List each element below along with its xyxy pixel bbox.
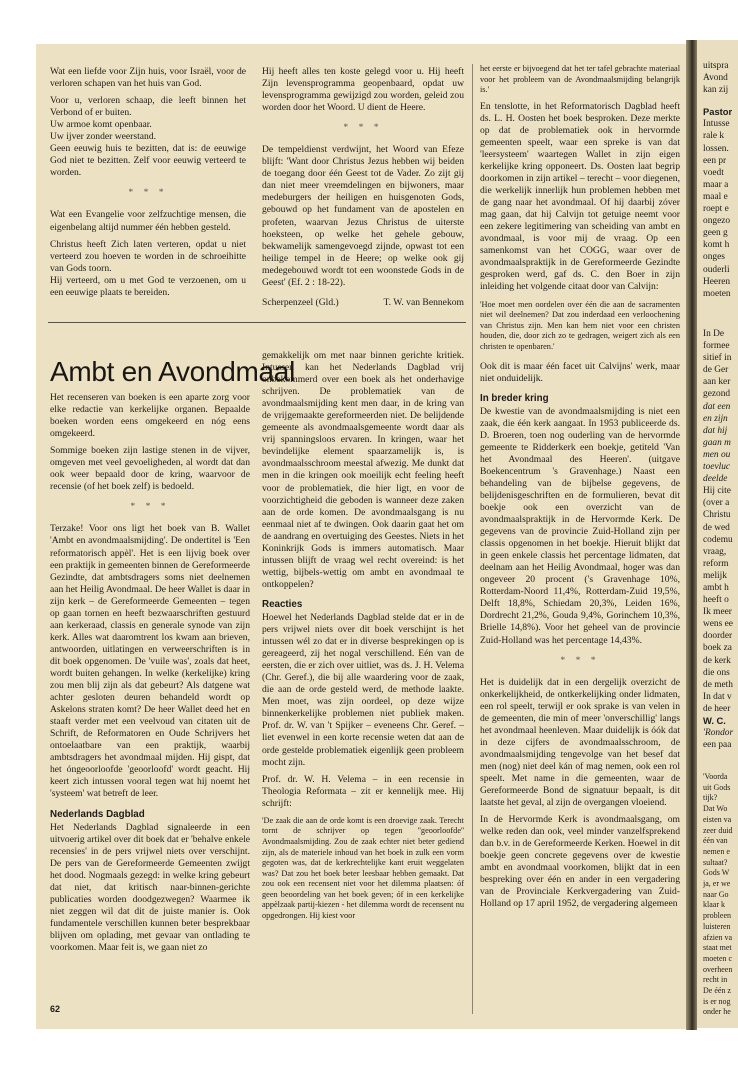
- article-title: Ambt en Avondmaal: [50, 356, 295, 387]
- cropped-heading: Pastor: [703, 106, 733, 118]
- cropped-line: ja, er we: [703, 879, 731, 889]
- signature-name: T. W. van Bennekom: [383, 296, 464, 308]
- cropped-line: (over a: [703, 498, 730, 509]
- right-page-text-bottom: [703, 772, 738, 1018]
- cropped-line: formee: [703, 341, 730, 352]
- top-paragraph: Wat een Evangelie voor zelfzuchtige mensen, die eigenbelang altijd nummer één hebben gesteld.: [50, 209, 246, 233]
- cropped-line: en zijn: [703, 413, 728, 424]
- cropped-line: gaan m: [703, 437, 731, 448]
- cropped-line: roept e: [703, 204, 729, 215]
- cropped-line: Gods W: [703, 868, 730, 878]
- cropped-line: dat hij: [703, 425, 728, 436]
- cropped-line: ouderli: [703, 264, 730, 275]
- cropped-line: deelde: [703, 474, 728, 485]
- cropped-line: maar a: [703, 179, 729, 190]
- top-paragraph: Geen eeuwig huis te bezitten, dat is: de eeuwige God niet te bezitten. Zelf voor eeuwig verteerd te worden.: [50, 143, 246, 179]
- cropped-line: klaar k: [703, 900, 725, 910]
- cropped-line: komt h: [703, 240, 730, 251]
- cropped-line: codemu: [703, 534, 733, 545]
- top-paragraph: Uw armoe komt openbaar.: [50, 119, 152, 131]
- cropped-line: ongezo: [703, 216, 731, 227]
- cropped-line: tijk?: [703, 793, 718, 803]
- cropped-line: Heeren: [703, 276, 731, 287]
- cropped-line: lossen.: [703, 143, 729, 154]
- article-paragraph: Sommige boeken zijn lastige stenen in de vijver, omgeven met veel gevoeligheden, al wordt dat dan ook weer bepaald door de kring, waarvoor de recensie (of het boek zelf) is bedoeld.: [50, 445, 250, 493]
- top-column-1: [50, 66, 246, 299]
- cropped-line: de wed: [703, 522, 730, 533]
- cropped-line: onges: [703, 252, 725, 263]
- cropped-line: In dat v: [703, 691, 732, 702]
- right-page-text-top: [703, 60, 738, 300]
- cropped-line: onder he: [703, 1007, 731, 1017]
- cropped-line: de meth: [703, 679, 733, 690]
- cropped-line: nemen e: [703, 846, 730, 856]
- subheading: Reacties: [262, 598, 303, 610]
- cropped-line: In De: [703, 329, 725, 339]
- cropped-line: Christu: [703, 510, 731, 521]
- article-paragraph: Hoewel het Nederlands Dagblad stelde dat er in de pers vrijwel niets over dit boek verschijnt is het intussen wél zo dat er in diverse besprekingen op is gereageerd, zij het nogal verschillend. Eén van de eersten, die er zich over uitliet, was ds. J. H. Velema (Chr. Geref.), die bij alle waardering voor de zaak, die aan de orde gesteld werd, de methode laakte. Men moet, was zijn oordeel, op deze wijze binnenkerkelijke problemen niet publiek maken. Prof. dr. W. van 't Spijker – eveneens Chr. Geref. – liet evenwel in een korte recensie weten dat aan de orde gestelde problematiek eigenlijk geen probleem mocht zijn.: [262, 611, 464, 768]
- cropped-line: Ik meer: [703, 607, 732, 618]
- top-paragraph: Hij verteerd, om u met God te verzoenen, om u een eeuwige plaats te bereiden.: [50, 274, 246, 298]
- cropped-line: De één z: [703, 986, 731, 996]
- cropped-line: probleen: [703, 911, 731, 921]
- right-page-text-middle: [703, 328, 738, 751]
- block-quote: 'De zaak die aan de orde komt is een droevige zaak. Terecht tornt de schrijver op tegen ''geoorloofde'' Avondmaalsmijding. Zou de zaak echter niet beter gediend zijn, als de materiele inhoud van het boek in zulk een vorm gegoten was, dat de kerkrechtelijke kant eruit weggelaten was? Dat zou het boek beter leesbaar hebben gemaakt. Dat zou ook een recensent niet voor het dilemma plaatsen: óf geen beoordeling van het boek geven; óf in een kerkelijke appèlzaak partij-kiezen - het dilemma wordt de recensent nu opgedrongen. Hij kiest voor: [262, 815, 464, 921]
- cropped-line: dat een: [703, 401, 731, 412]
- article-paragraph: gemakkelijk om met naar binnen gerichte kritiek. Intussen kan het Nederlands Dagblad vrij onbekommerd over een boek als het onderhavige schrijven. De problematiek van de avondmaalsmijding kent men daar, in de kring van de vrijgemaakte gereformeerden niet. De belijdende gemeente als avondmaalsgemeente wordt daar als vrij spanningsloos ervaren. In kringen, waar het bevindelijke element spaarzamelijk is, is avondmaalsschroom meestal afwezig. Me dunkt dat men in die kringen ook moeilijk echt feeling heeft voor de problematiek, die hier ligt, en voor de voorzichtigheid die geboden is wanneer deze zaken aan de orde komen. De avondmaalsgang is nu eenmaal niet af te dwingen. Ook daarin gaat het om de aandrang en overtuiging des Geestes. Niets in het Koninkrijk Gods is immers automatisch. Maar intussen blijft de vraag wel recht overeind: is het wettig, bijbels-wettig om ambt en avondmaal te ontkoppelen?: [262, 350, 464, 590]
- article-paragraph: De kwestie van de avondmaalsmijding is niet een zaak, die één kerk aangaat. In 1953 publiceerde ds. D. Broeren, toen nog ouderling van de hervormde gemeente te Ridderkerk een boekje, getiteld 'Van het Avondmaal des Heeren'. (uitgave Boekencentrum 's Gravenhage.) Naast een behandeling van de bijbelse gegevens, de belijdenisgeschriften en de formulieren, bevat dit boekje ook een overzicht van de avondmaalspraktijk in de Hervormde Kerk. De gegevens van de provincie Zuid-Holland zijn per classis opgenomen in het boekje. Hieruit blijkt dat in geen enkele classis het percentage lidmaten, dat deelnam aan het Heilig Avondmaal, hoger was dan ongeveer 20 procent ('s Gravenhage 10%, Rotterdam-Noord 11,4%, Rotterdam-Zuid 19,5%, Delft 18,8%, Schiedam 20,3%, Leiden 16%, Dordrecht 21,2%, Gouda 9,4%, Gorinchem 10,3%, Brielle 14,8%). Voor het geheel van de provincie Zuid-Holland was het percentage 14,43%.: [480, 405, 680, 646]
- cropped-line: wens ee: [703, 619, 733, 630]
- cropped-line: 'Voorda: [703, 772, 728, 781]
- cropped-line: de heer: [703, 703, 731, 714]
- cropped-line: Intusse: [703, 119, 730, 130]
- article-column-1: [50, 392, 250, 959]
- cropped-line: die ons: [703, 667, 730, 678]
- cropped-line: uitspra: [703, 61, 729, 71]
- top-paragraph: Voor u, verloren schaap, die leeft binnen het Verbond of er buiten.: [50, 95, 246, 119]
- cropped-line: overheen: [703, 964, 733, 974]
- cropped-line: toevluc: [703, 462, 731, 473]
- cropped-line: gezond: [703, 389, 731, 400]
- article-paragraph: In de Hervormde Kerk is avondmaalsgang, om welke reden dan ook, veel minder vanzelfsprekend dan b.v. in de Gereformeerde Kerken. Hoewel in dit boekje geen concrete gegevens over de kwestie ambt en avondmaal voorkomen, blijkt dat in een bespreking over één en ander in een vergadering van de Provinciale Kerkvergadering van Zuid-Holland op 17 april 1952, de vergadering algemeen: [480, 814, 680, 910]
- article-paragraph: Ook dit is maar één facet uit Calvijns' werk, maar niet onduidelijk.: [480, 360, 680, 384]
- article-paragraph: Terzake! Voor ons ligt het boek van B. Wallet 'Ambt en avondmaalsmijding'. De ondertitel is 'Een reformatorisch appèl'. Het is een lijvig boek over een praktijk in gemeenten binnen de Gereformeerde Gezindte, dat ambtsdragers soms niet deelnemen aan het Heilig Avondmaal. De heer Wallet is daar in zijn kerk – de Gereformeerde Gemeenten – tegen op gaan tornen en heeft bezwaarschriften gestuurd aan kerkeraad, classis en generale synode van zijn kerk. Alles wat daaromtrent los kwam aan brieven, antwoorden, uitlatingen en verweerschriften is in dit boek opgenomen. De 'vuile was', zoals dat heet, wordt buiten gehangen. In welke (kerkelijke) kring zou men blij zijn als dat gebeurt? Als datgene wat achter gesloten deuren behandeld wordt op Askelons straten komt? De heer Wallet deed het en staaft verder met een veelvoud van citaten uit de Schrift, de Reformatoren en Oude Schrijvers het ontoelaatbare van een praktijk, waarbij ambtsdragers het avondmaal mijden. Hij gispt, dat het óngeoorloofde 'geoorloofd' wordt geacht. Hij keert zich intussen vooral tegen wat hij noemt het 'systeem' wat betreft de leer.: [50, 523, 250, 800]
- cropped-line: een pr: [703, 155, 727, 166]
- cropped-line: sultaat?: [703, 857, 728, 867]
- subheading: In breder kring: [480, 392, 549, 404]
- cropped-line: sitief in: [703, 353, 732, 364]
- cropped-line: is er nog: [703, 996, 731, 1006]
- cropped-line: rale k: [703, 131, 725, 142]
- cropped-line: boek za: [703, 643, 732, 654]
- cropped-line: vraag,: [703, 546, 727, 557]
- cropped-line: één van: [703, 836, 728, 846]
- top-paragraph: De tempeldienst verdwijnt, het Woord van Efeze blijft: 'Want door Christus Jezus hebben wij beiden de toegang door één Geest tot de Vader. Zo zijt gij dan niet meer vreemdelingen en bijwoners, maar medeburgers der heiligen en huisgenoten Gods, gebouwd op het fundament van de apostelen en profeten, waarvan Jezus Christus de uiterste hoeksteen, op welke het gehele gebouw, bekwamelijk samengevoegd zijnde, opwast tot een heilige tempel in de Heere; op welke ook gij medegebouwd wordt tot een woonstede Gods in de Geest' (Ef. 2 : 18-22).: [262, 144, 464, 288]
- cropped-line: een paa: [703, 740, 732, 751]
- cropped-line: zeer duid: [703, 825, 733, 835]
- cropped-line: staat met: [703, 943, 732, 953]
- top-paragraph: Christus heeft Zich laten verteren, opdat u niet verteerd zou hoeven te worden in de schroeihitte van Gods toorn.: [50, 238, 246, 274]
- column-rule: [472, 64, 473, 1014]
- cropped-line: voedt: [703, 167, 724, 178]
- cropped-line: recht in: [703, 975, 728, 985]
- cropped-line: luisteren: [703, 921, 731, 931]
- book-binding: [686, 40, 697, 1030]
- article-column-3: [480, 64, 680, 916]
- article-paragraph: Het Nederlands Dagblad signaleerde in een uitvoerig artikel over dit boek dat er 'behalve enkele recensies' in de pers vrijwel niets over verschijnt. De pers van de Gereformeerde Gemeenten zwijgt het dood. Nogmaals gezegd: in welke kring gebeurt dat niet, dat kritisch naar-binnen-gerichte publicaties worden doodgezwegen? Waarmee ik niet zeggen wil dat dit de juiste manier is. Ook fundamentele verschillen kunnen beter besprekbaar blijven om oplading, met gevaar van ontlading te voorkomen. Maar feit is, we gaan niet zo: [50, 821, 250, 954]
- cropped-line: ambt h: [703, 582, 729, 593]
- quote-continued: het eerste er bijvoegend dat het ter tafel gebrachte materiaal voor het probleem van de Avondmaalsmijding belangrijk is.': [480, 64, 680, 95]
- article-paragraph: En tenslotte, in het Reformatorisch Dagblad heeft ds. L. H. Oosten het boek besproken. Deze merkte op dat de problematiek ook in hervormde gemeenten speelt, waar een spreke is van dat 'leersysteem' waartegen Wallet in zijn eigen kerkelijke kring opponeert. Ds. Oosten laat begrip doorkomen in zijn artikel – terecht – voor diegenen, die werkelijk innerlijk hun problemen hebben met de gang naar het avondmaal. Of hij daarbij zóver mag gaan, dat hij Calvijn tot getuige neemt voor een zekere legitimering van scheiding van ambt en avondmaal, is voor mij de vraag. Op een samenkomst van het COGG, waar over de avondmaalspraktijk in de Gereformeerde Gezindte gesproken werd, gaf ds. C. den Boer in zijn inleiding het volgende citaat door van Calvijn:: [480, 100, 680, 293]
- cropped-line: reform: [703, 558, 729, 569]
- cropped-line: de kerk: [703, 655, 731, 666]
- article-paragraph: Het is duidelijk dat in een dergelijk overzicht de onkerkelijkheid, de ontkerkelijking onder lidmaten, een rol speelt, terwijl er ook sprake is van velen in de gemeenten, die min of meer 'onverschillig' langs het avondmaal heenleven. Maar duidelijk is óók dat in deze cijfers de avondmaalsschroom, de avondmaalsmijding tengevolge van het besef dat men (nog) niet deel kán of mag nemen, ook een rol speelt. Met name in die gemeenten, waar de Gereformeerde Bond de signatuur bepaalt, is dit laatste het geval, al zijn de overgangen vloeiend.: [480, 676, 680, 809]
- signature: [262, 297, 464, 309]
- signature-place: Scherpenzeel (Gld.): [262, 296, 339, 308]
- cropped-line: maal e: [703, 191, 728, 202]
- section-divider: * * *: [343, 122, 383, 134]
- cropped-line: eisten va: [703, 814, 732, 824]
- cropped-line: naar Go: [703, 889, 729, 899]
- section-divider: * * *: [130, 501, 170, 513]
- article-column-2: [262, 350, 464, 930]
- cropped-line: Avond: [703, 73, 728, 84]
- article-paragraph: Het recenseren van boeken is een aparte zorg voor elke redactie van kerkelijke organen. Bepaalde boeken worden eens omgekeerd en nóg eens omgekeerd.: [50, 392, 250, 440]
- cropped-line: 'Rondor: [703, 728, 734, 739]
- cropped-line: uit Gods: [703, 782, 731, 792]
- cropped-line: Dat Wo: [703, 804, 728, 814]
- cropped-line: melijk: [703, 570, 727, 581]
- subheading: Nederlands Dagblad: [50, 808, 145, 820]
- cropped-line: W. C.: [703, 715, 726, 726]
- cropped-line: moeten: [703, 288, 731, 299]
- cropped-line: de Ger: [703, 365, 729, 376]
- section-divider: * * *: [560, 654, 600, 666]
- cropped-line: aan ker: [703, 377, 731, 388]
- cropped-line: moeten c: [703, 953, 733, 963]
- cropped-line: doorder: [703, 631, 733, 642]
- cropped-line: kan zij: [703, 85, 729, 96]
- top-paragraph: Hij heeft alles ten koste gelegd voor u. Hij heeft Zijn levensprogramma geopenbaard, opdat uw levensprogramma gewijzigd zou worden, geleid zou worden door het Woord. U dient de Heere.: [262, 66, 464, 114]
- page-number: 62: [50, 1004, 61, 1014]
- article-paragraph: Prof. dr. W. H. Velema – in een recensie in Theologia Reformata – zit er kennelijk mee. Hij schrijft:: [262, 773, 464, 809]
- cropped-line: men ou: [703, 449, 731, 460]
- section-rule: [48, 322, 466, 323]
- top-paragraph: Uw ijver zonder weerstand.: [50, 131, 157, 143]
- top-paragraph: Wat een liefde voor Zijn huis, voor Israël, voor de verloren schapen van het huis van God.: [50, 66, 246, 90]
- cropped-line: geen g: [703, 228, 728, 239]
- section-divider: * * *: [128, 187, 168, 199]
- cropped-line: Hij cite: [703, 486, 731, 497]
- cropped-line: afzien va: [703, 932, 733, 942]
- cropped-line: heeft o: [703, 595, 729, 606]
- block-quote: 'Hoe moet men oordelen over één die aan de sacramenten niet wil deelnemen? Dat zou inderdaad een verloochening van Christus zijn. Men kan hem niet voor een christen houden, die, door zich zo te gedragen, weigert zich als een christen te openbaren.': [480, 299, 680, 351]
- top-column-2: [262, 66, 464, 309]
